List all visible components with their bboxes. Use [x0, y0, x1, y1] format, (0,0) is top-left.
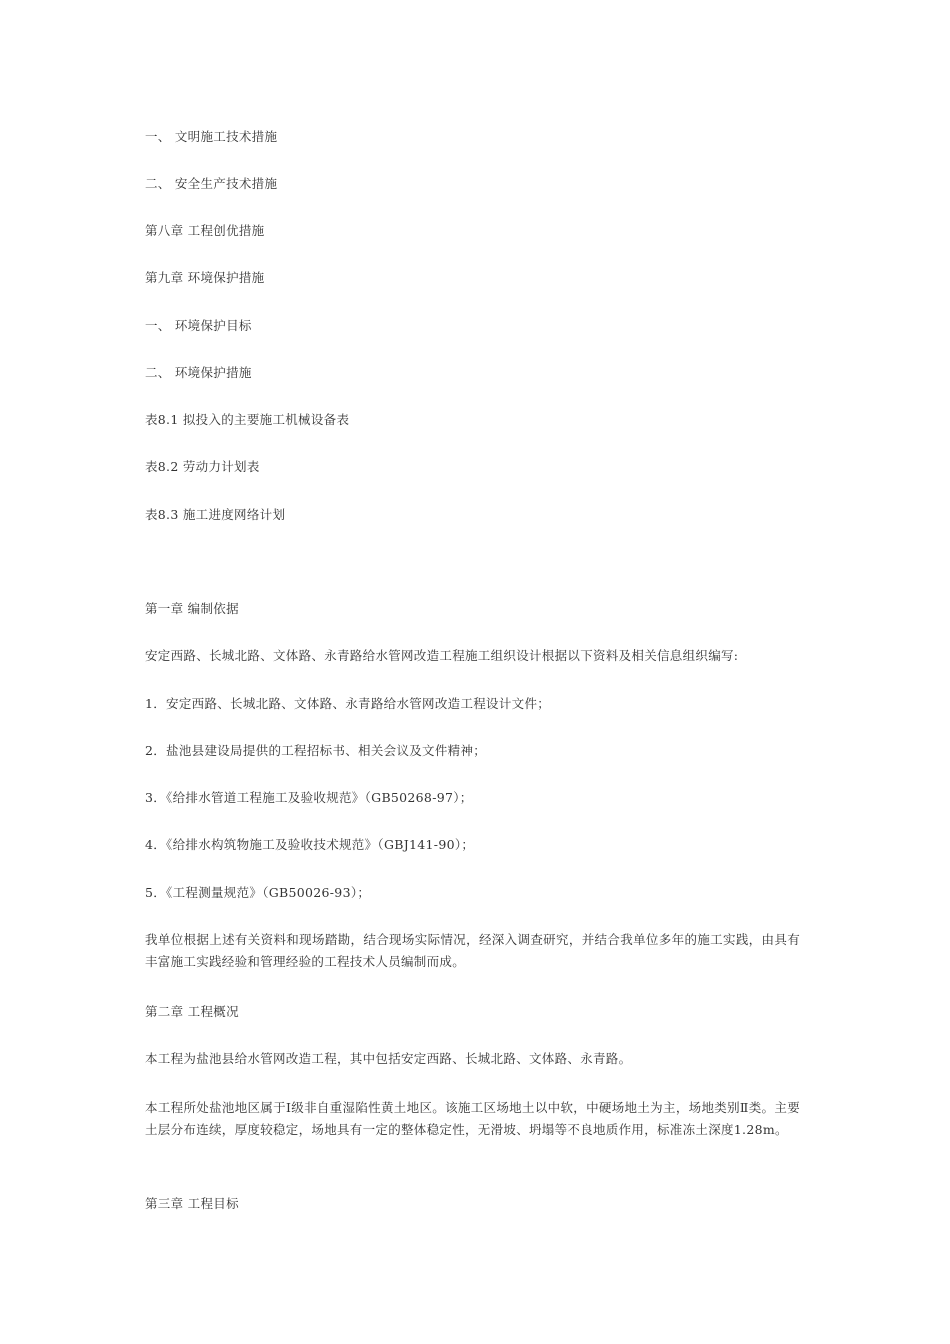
toc-item: 表8.2 劳动力计划表: [145, 459, 260, 474]
list-item: 3．《给排水管道工程施工及验收规范》（GB50268-97）；: [145, 790, 473, 805]
chapter2-heading: 第二章 工程概况: [145, 1004, 239, 1019]
toc-item: 表8.1 拟投入的主要施工机械设备表: [145, 412, 350, 427]
chapter2-para1: 本工程为盐池县给水管网改造工程，其中包括安定西路、长城北路、文体路、永青路。: [145, 1051, 632, 1066]
chapter1-closing: 我单位根据上述有关资料和现场踏勘，结合现场实际情况，经深入调查研究，并结合我单位多年的施工实践，由具有丰富施工实践经验和管理经验的工程技术人员编制而成。: [145, 932, 800, 969]
chapter3-heading: 第三章 工程目标: [145, 1196, 239, 1211]
toc-item: 二、 环境保护措施: [145, 365, 252, 380]
chapter1-heading: 第一章 编制依据: [145, 601, 239, 616]
toc-item: 表8.3 施工进度网络计划: [145, 507, 286, 522]
toc-item: 一、 文明施工技术措施: [145, 129, 278, 144]
list-item: 5．《工程测量规范》（GB50026-93）；: [145, 885, 371, 900]
toc-item: 第九章 环境保护措施: [145, 270, 265, 285]
list-item: 1．安定西路、长城北路、文体路、永青路给水管网改造工程设计文件；: [145, 696, 551, 711]
toc-item: 二、 安全生产技术措施: [145, 176, 278, 191]
chapter1-intro: 安定西路、长城北路、文体路、永青路给水管网改造工程施工组织设计根据以下资料及相关信息组织编写:: [145, 648, 739, 663]
list-item: 4．《给排水构筑物施工及验收技术规范》（GBJ141-90）；: [145, 837, 475, 852]
toc-item: 一、 环境保护目标: [145, 318, 252, 333]
chapter2-para2: 本工程所处盐池地区属于Ⅰ级非自重湿陷性黄土地区。该施工区场地土以中软，中硬场地土为主，场地类别Ⅱ类。主要土层分布连续，厚度较稳定，场地具有一定的整体稳定性，无滑坡、坍塌等不良地质作用，标准冻土深度1.28m。: [145, 1100, 800, 1137]
list-item: 2．盐池县建设局提供的工程招标书、相关会议及文件精神；: [145, 743, 487, 758]
toc-item: 第八章 工程创优措施: [145, 223, 265, 238]
